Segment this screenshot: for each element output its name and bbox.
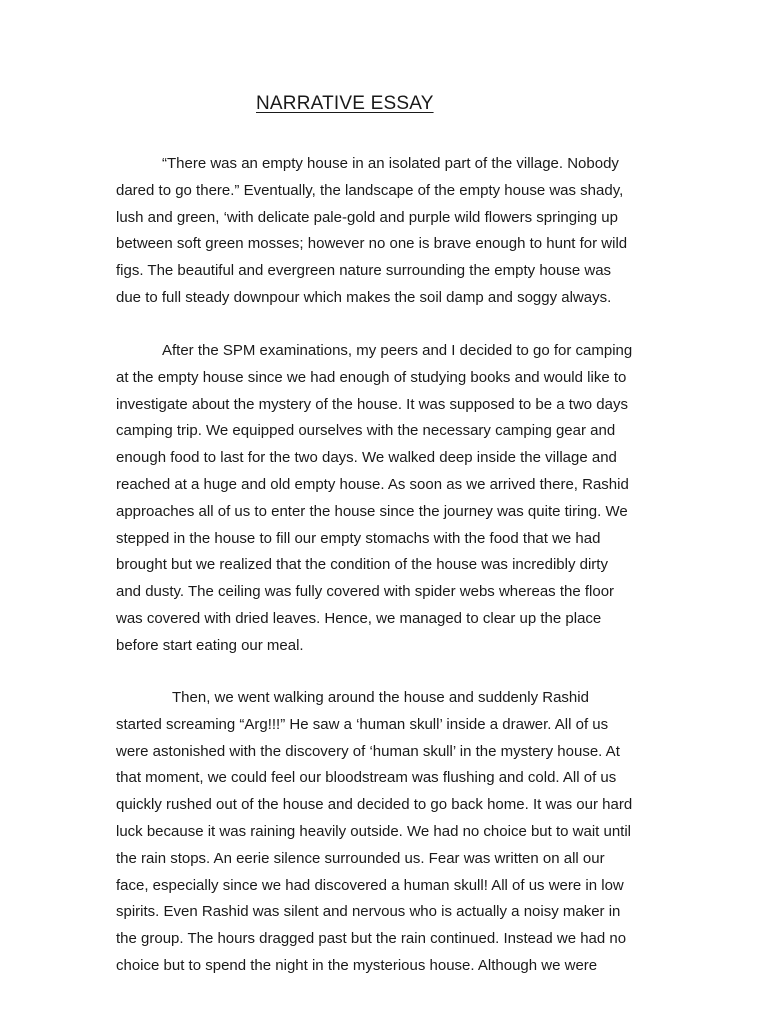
paragraph-3-line: started screaming “Arg!!!” He saw a ‘human skull’ inside a drawer. All of us — [116, 715, 609, 733]
paragraph-1-line: between soft green mosses; however no one is brave enough to hunt for wild — [116, 235, 628, 253]
paragraph-2-line: at the empty house since we had enough of studying books and would like to — [116, 368, 627, 386]
paragraph-2-line: After the SPM examinations, my peers and I decided to go for camping — [162, 342, 633, 359]
paragraph-3-line: that moment, we could feel our bloodstream was flushing and cold. All of us — [116, 769, 617, 787]
paragraph-1-line: due to full steady downpour which makes the soil damp and soggy always. — [116, 289, 612, 306]
paragraph-3-line: spirits. Even Rashid was silent and nervous who is actually a noisy maker in — [116, 903, 621, 921]
paragraph-1-line: dared to go there.” Eventually, the landscape of the empty house was shady, — [116, 181, 624, 199]
paragraph-2-line: was covered with dried leaves. Hence, we managed to clear up the place — [116, 610, 602, 627]
paragraph-2-line: approaches all of us to enter the house since the journey was quite tiring. We — [116, 502, 628, 520]
paragraph-3-line: quickly rushed out of the house and decided to go back home. It was our hard — [116, 796, 633, 814]
paragraph-1-line: “There was an empty house in an isolated part of the village. Nobody — [162, 155, 619, 172]
paragraph-2-line: enough food to last for the two days. We walked deep inside the village and — [116, 449, 617, 467]
paragraph-3-line: Then, we went walking around the house and suddenly Rashid — [172, 689, 589, 706]
paragraph-3-line: the rain stops. An eerie silence surrounded us. Fear was written on all our — [116, 849, 605, 867]
paragraph-2-line: investigate about the mystery of the house. It was supposed to be a two days — [116, 395, 628, 413]
paragraph-3-line: the group. The hours dragged past but the rain continued. Instead we had no — [116, 930, 627, 948]
paragraph-2-line: reached at a huge and old empty house. As soon as we arrived there, Rashid — [116, 476, 629, 493]
paragraph-3-line: luck because it was raining heavily outside. We had no choice but to wait until — [116, 823, 632, 840]
paragraph-3-line: choice but to spend the night in the mysterious house. Although we were — [116, 957, 598, 974]
paragraph-1-line: lush and green, ‘with delicate pale-gold and purple wild flowers springing up — [116, 208, 618, 226]
paragraph-3-line: were astonished with the discovery of ‘human skull’ in the mystery house. At — [116, 742, 620, 760]
paragraph-2-line: stepped in the house to fill our empty stomachs with the food that we had — [116, 529, 601, 547]
paragraph-2-line: camping trip. We equipped ourselves with the necessary camping gear and — [116, 422, 616, 440]
paragraph-2-line: brought but we realized that the condition of the house was incredibly dirty — [116, 556, 608, 574]
paragraph-2-line: and dusty. The ceiling was fully covered with spider webs whereas the floor — [116, 583, 615, 601]
essay-title: NARRATIVE ESSAY — [256, 93, 434, 114]
paragraph-1-line: figs. The beautiful and evergreen nature surrounding the empty house was — [116, 262, 612, 280]
paragraph-2-line: before start eating our meal. — [116, 636, 304, 654]
paragraph-3-line: face, especially since we had discovered a human skull! All of us were in low — [116, 876, 624, 894]
